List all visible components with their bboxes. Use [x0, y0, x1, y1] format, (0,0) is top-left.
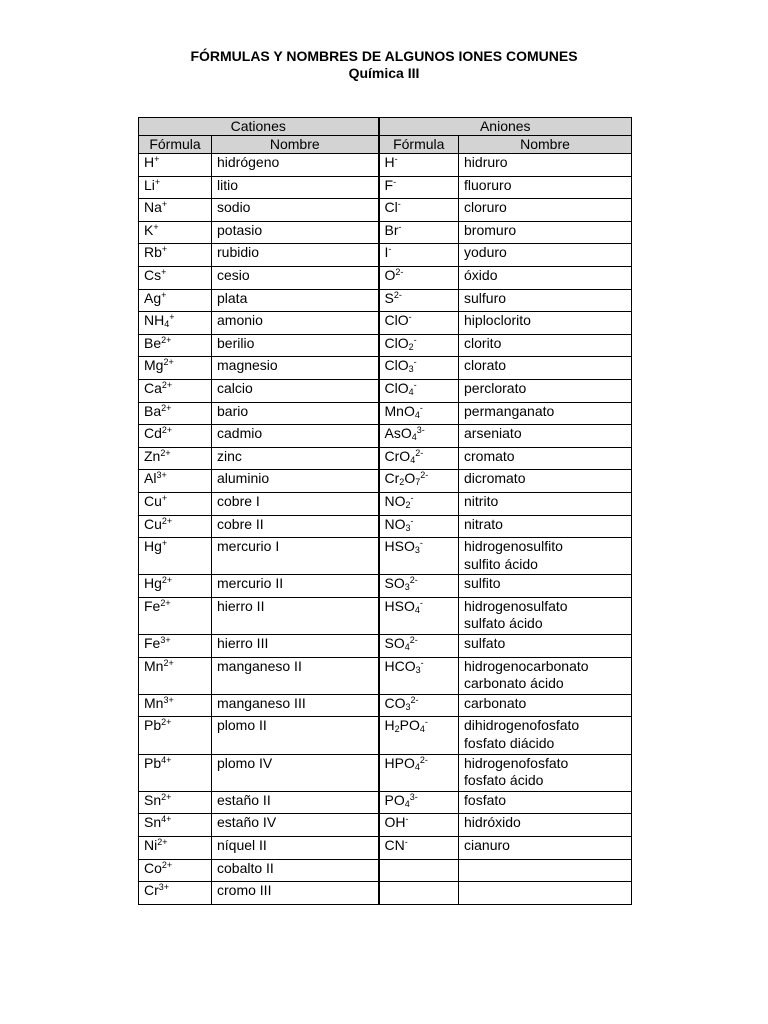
anion-name: hidrogenocarbonato carbonato ácido	[459, 657, 632, 694]
table-row	[139, 657, 632, 694]
cation-formula: $Mn^{3+}$	[139, 694, 212, 717]
anion-name: fosfato	[459, 791, 632, 814]
anion-name: hiploclorito	[459, 312, 632, 335]
anion-formula: Cl-	[379, 199, 459, 222]
table-row	[139, 266, 632, 289]
cation-name: mercurio II	[212, 575, 379, 598]
anion-formula: $NO_2^-$	[379, 492, 459, 515]
anion-formula	[379, 882, 459, 905]
table-row	[139, 859, 632, 882]
cation-name: cesio	[212, 266, 379, 289]
cation-name: cobre I	[212, 492, 379, 515]
table-row	[139, 402, 632, 425]
table-row	[139, 244, 632, 267]
anion-name	[459, 859, 632, 882]
cation-name: hierro II	[212, 597, 379, 634]
document-subtitle: Química III	[348, 65, 420, 81]
cation-name: níquel II	[212, 837, 379, 860]
anion-name: dihidrogenofosfato fosfato diácido	[459, 717, 632, 754]
cation-formula: $Sn^{2+}$	[139, 791, 212, 814]
anion-formula: $Cr_2O_7^{2-}$	[379, 470, 459, 493]
table-row	[139, 312, 632, 335]
cation-name: berilio	[212, 334, 379, 357]
cation-formula: $Mn^{2+}$	[139, 657, 212, 694]
anion-name: óxido	[459, 266, 632, 289]
anion-formula: I-	[379, 244, 459, 267]
cation-name: mercurio I	[212, 538, 379, 575]
table-row	[139, 154, 632, 177]
anion-name: sulfuro	[459, 289, 632, 312]
anion-formula: $HSO_3^-$	[379, 538, 459, 575]
anion-formula: Br-	[379, 221, 459, 244]
anion-name: cromato	[459, 447, 632, 470]
table-row	[139, 882, 632, 905]
cation-name: zinc	[212, 447, 379, 470]
cation-formula: $Mg^{2+}$	[139, 357, 212, 380]
anion-formula: ClO$_3$-	[379, 357, 459, 380]
cation-name: litio	[212, 176, 379, 199]
cation-formula: Li+	[139, 176, 212, 199]
aniones-header: Aniones	[379, 118, 632, 136]
anion-formula-header: Fórmula	[379, 136, 459, 154]
cation-formula: $Be^{2+}$	[139, 334, 212, 357]
table-row	[139, 538, 632, 575]
anion-formula: $PO_4^{3-}$	[379, 791, 459, 814]
anion-name: perclorato	[459, 379, 632, 402]
table-row	[139, 575, 632, 598]
cation-name: manganeso II	[212, 657, 379, 694]
anion-name: dicromato	[459, 470, 632, 493]
anion-name: hidrogenosulfito sulfito ácido	[459, 538, 632, 575]
cation-formula: $Zn^{2+}$	[139, 447, 212, 470]
anion-name: sulfato	[459, 635, 632, 658]
anion-formula: ClO-	[379, 312, 459, 335]
cation-formula: Cu+	[139, 492, 212, 515]
anion-formula: CN-	[379, 837, 459, 860]
anion-formula: ClO$_4$-	[379, 379, 459, 402]
cation-name: plata	[212, 289, 379, 312]
anion-formula: $SO_4^{2-}$	[379, 635, 459, 658]
cation-name: aluminio	[212, 470, 379, 493]
table-row	[139, 379, 632, 402]
document-title: FÓRMULAS Y NOMBRES DE ALGUNOS IONES COMUNES	[190, 48, 578, 64]
anion-formula: $HSO_4^-$	[379, 597, 459, 634]
anion-formula: OH-	[379, 814, 459, 837]
anion-formula: $S^{2-}$	[379, 289, 459, 312]
cation-formula: $Cr^{3+}$	[139, 882, 212, 905]
anion-name: cloruro	[459, 199, 632, 222]
anion-formula: H-	[379, 154, 459, 177]
cation-formula: $Ni^{2+}$	[139, 837, 212, 860]
table-row	[139, 635, 632, 658]
cation-formula: H+	[139, 154, 212, 177]
cation-name-header: Nombre	[212, 136, 379, 154]
cation-formula: Ag+	[139, 289, 212, 312]
cation-name: sodio	[212, 199, 379, 222]
cation-formula: $Cu^{2+}$	[139, 515, 212, 538]
anion-name: hidróxido	[459, 814, 632, 837]
table-row	[139, 754, 632, 791]
table-row	[139, 334, 632, 357]
anion-name: clorito	[459, 334, 632, 357]
cation-name: magnesio	[212, 357, 379, 380]
cation-name: plomo IV	[212, 754, 379, 791]
anion-name: permanganato	[459, 402, 632, 425]
cation-name: calcio	[212, 379, 379, 402]
table-row	[139, 289, 632, 312]
cation-name: amonio	[212, 312, 379, 335]
cation-formula: $Ba^{2+}$	[139, 402, 212, 425]
cation-formula: $Fe^{3+}$	[139, 635, 212, 658]
cation-formula: $Al^{3+}$	[139, 470, 212, 493]
anion-formula: CrO$_4^{2-}$	[379, 447, 459, 470]
table-row	[139, 492, 632, 515]
anion-name: hidruro	[459, 154, 632, 177]
table-row	[139, 791, 632, 814]
cation-name: rubidio	[212, 244, 379, 267]
anion-formula: $CO_3^{2-}$	[379, 694, 459, 717]
cation-formula: $Pb^{2+}$	[139, 717, 212, 754]
table-row	[139, 357, 632, 380]
cation-formula: Na+	[139, 199, 212, 222]
table-row	[139, 515, 632, 538]
table-row	[139, 837, 632, 860]
anion-name: clorato	[459, 357, 632, 380]
anion-formula	[379, 859, 459, 882]
anion-formula: $SO_3^{2-}$	[379, 575, 459, 598]
table-row	[139, 694, 632, 717]
table-row	[139, 425, 632, 448]
table-row	[139, 199, 632, 222]
anion-name: sulfito	[459, 575, 632, 598]
cation-name: hidrógeno	[212, 154, 379, 177]
table-row	[139, 176, 632, 199]
cation-formula: K+	[139, 221, 212, 244]
anion-name	[459, 882, 632, 905]
cation-name: cobalto II	[212, 859, 379, 882]
cation-name: plomo II	[212, 717, 379, 754]
cation-formula: Cs+	[139, 266, 212, 289]
cation-formula: $Co^{2+}$	[139, 859, 212, 882]
cation-formula: Hg+	[139, 538, 212, 575]
cationes-header: Cationes	[139, 118, 379, 136]
cation-formula: $Pb^{4+}$	[139, 754, 212, 791]
ions-table	[138, 117, 632, 905]
table-row	[139, 447, 632, 470]
anion-name: yoduro	[459, 244, 632, 267]
cation-name: manganeso III	[212, 694, 379, 717]
cation-name: estaño II	[212, 791, 379, 814]
anion-name: nitrato	[459, 515, 632, 538]
anion-formula: $NO_3^-$	[379, 515, 459, 538]
cation-name: cobre II	[212, 515, 379, 538]
cation-name: hierro III	[212, 635, 379, 658]
cation-formula: $NH_4^+$	[139, 312, 212, 335]
table-row	[139, 717, 632, 754]
table-row	[139, 221, 632, 244]
cation-formula: $Cd^{2+}$	[139, 425, 212, 448]
table-row	[139, 814, 632, 837]
cation-name: estaño IV	[212, 814, 379, 837]
table-body	[139, 154, 632, 905]
anion-formula: $HPO_4^{2-}$	[379, 754, 459, 791]
anion-name: arseniato	[459, 425, 632, 448]
anion-name: carbonato	[459, 694, 632, 717]
cation-name: potasio	[212, 221, 379, 244]
anion-name: hidrogenofosfato fosfato ácido	[459, 754, 632, 791]
cation-formula: $Fe^{2+}$	[139, 597, 212, 634]
anion-name: fluoruro	[459, 176, 632, 199]
anion-name-header: Nombre	[459, 136, 632, 154]
anion-name: cianuro	[459, 837, 632, 860]
anion-formula: ClO$_2$-	[379, 334, 459, 357]
cation-name: bario	[212, 402, 379, 425]
table-row	[139, 597, 632, 634]
cation-formula: $Hg^{2+}$	[139, 575, 212, 598]
anion-name: hidrogenosulfato sulfato ácido	[459, 597, 632, 634]
anion-formula: $H_2PO_4^-$	[379, 717, 459, 754]
anion-formula: AsO$_4^{3-}$	[379, 425, 459, 448]
table-row	[139, 470, 632, 493]
cation-formula-header: Fórmula	[139, 136, 212, 154]
anion-formula: $HCO_3^-$	[379, 657, 459, 694]
cation-formula: $Ca^{2+}$	[139, 379, 212, 402]
cation-name: cromo III	[212, 882, 379, 905]
cation-formula: $Sn^{4+}$	[139, 814, 212, 837]
cation-formula: Rb+	[139, 244, 212, 267]
anion-name: nitrito	[459, 492, 632, 515]
anion-name: bromuro	[459, 221, 632, 244]
cation-name: cadmio	[212, 425, 379, 448]
anion-formula: MnO$_4$-	[379, 402, 459, 425]
anion-formula: F-	[379, 176, 459, 199]
anion-formula: $O^{2-}$	[379, 266, 459, 289]
